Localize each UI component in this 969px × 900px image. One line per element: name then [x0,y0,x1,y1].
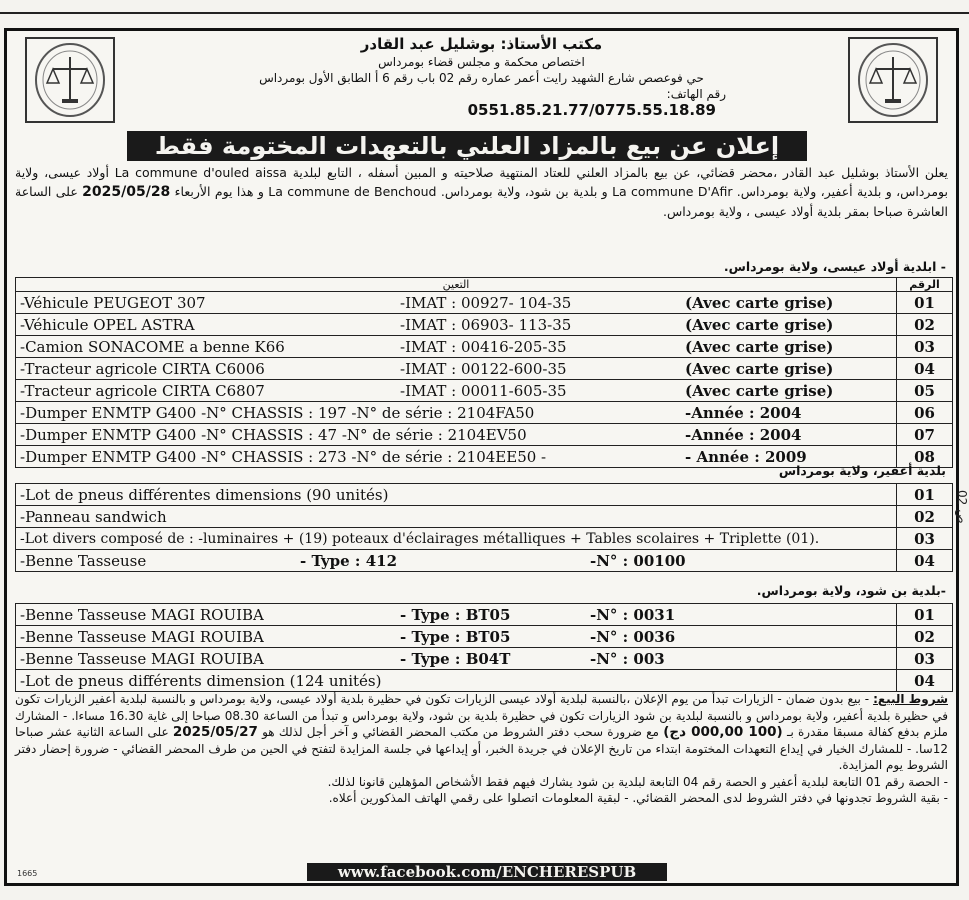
item-extra: (Avec carte grise) [685,359,834,378]
deposit-amount: (100 000,00 دج) [663,724,783,740]
item-number: 03 [897,528,953,550]
item-description: -Camion SONACOME a benne K66 [20,337,285,356]
deadline-date: 2025/05/27 [172,724,258,740]
page-top-rule [0,12,969,14]
justice-seal-left [25,37,115,123]
item-extra: (Avec carte grise) [685,381,834,400]
table-row [16,424,953,446]
table-row [16,506,953,528]
table-row [16,358,953,380]
benchoud-table [15,603,953,692]
item-description-cell [16,550,897,572]
item-number: 04 [897,358,953,380]
table-row [16,528,953,550]
item-number: 02 [897,626,953,648]
item-number: 02 [897,314,953,336]
footer-url[interactable]: www.facebook.com/ENCHERESPUB [307,863,667,881]
table-header-row [16,278,953,292]
reference-number: 1665 [17,869,38,878]
item-number: 01 [897,604,953,626]
item-description: -Dumper ENMTP G400 -N° CHASSIS : 197 -N° de série : 2104FA50 [20,403,535,422]
item-description: -Dumper ENMTP G400 -N° CHASSIS : 47 -N° de série : 2104EV50 [20,425,527,444]
item-description-cell [16,670,897,692]
item-extra: (Avec carte grise) [685,293,834,312]
phone-label: رقم الهاتف: [666,87,726,101]
item-description-cell [16,446,897,468]
item-description-cell [16,358,897,380]
item-description: -Panneau sandwich [20,507,167,526]
item-registration: -IMAT : 00011-605-35 [400,381,567,400]
item-number: 04 [897,550,953,572]
announcement-frame [4,28,959,886]
item-description-cell [16,604,897,626]
item-description-cell [16,528,897,550]
intro-text-b: على الساعة العاشرة صباحا بمقر بلدية أولاد عيسى ، ولاية بومرداس. [15,184,948,219]
conditions-p2: مع ضرورة سحب دفتر الشروط من مكتب المحضر القضائي و آخر أجل لذلك هو [262,725,659,739]
item-description-cell [16,292,897,314]
item-number: 03 [897,648,953,670]
item-extra: (Avec carte grise) [685,315,834,334]
table-row [16,670,953,692]
item-description-cell [16,648,897,670]
item-description: -Lot divers composé de : -luminaires + (19) poteaux d'éclairages métalliques + Tables scolaires + Triplette (01). [20,530,820,547]
item-number: 06 [897,402,953,424]
table-row [16,314,953,336]
item-serial: -N° : 00100 [590,551,686,570]
table-row [16,604,953,626]
phone-number: 0551.85.21.77/0775.55.18.89 [467,101,716,119]
item-extra: - Année : 2009 [685,447,807,466]
item-description-cell [16,336,897,358]
table-row [16,550,953,572]
item-number: 03 [897,336,953,358]
intro-paragraph [15,163,948,221]
item-description: -Véhicule OPEL ASTRA [20,315,195,334]
item-number: 01 [897,484,953,506]
item-description: -Benne Tasseuse MAGI ROUIBA [20,627,264,646]
item-extra: -Année : 2004 [685,403,802,422]
section-afir-title: بلدية أعفير، ولاية بومرداس [778,463,946,478]
office-name: مكتب الأستاذ: بوشليل عبد القادر [360,35,603,53]
item-description: -Tracteur agricole CIRTA C6807 [20,381,265,400]
office-jurisdiction: اختصاص محكمة و مجلس قضاء بومرداس [378,55,585,69]
item-description: -Véhicule PEUGEOT 307 [20,293,206,312]
scales-of-justice-icon [27,39,113,121]
item-serial: -N° : 003 [590,649,665,668]
table-row [16,484,953,506]
column-header-description: التعين [16,278,897,292]
item-extra: (Avec carte grise) [685,337,834,356]
item-description-cell [16,314,897,336]
intro-text-a: يعلن الأستاذ بوشليل عبد القادر ،محضر قضائي، عن بيع بالمزاد العلني للعتاد المنتهية صلاحيته و المبين أسفله ، التابع لبلدية La commune d'ouled aissa أولاد عيسى، ولاية بومرداس، و بلدية أعفير، ولاية بومرداس. La commune D'Afir و بلدية بن شود، ولاية بومرداس. La commune de Benchoud و هذا يوم الأربعاء [15,165,948,199]
item-description: -Benne Tasseuse [20,551,147,570]
auction-date: 2025/05/28 [82,184,171,200]
conditions-label: شروط البيع: [873,692,948,706]
scales-of-justice-icon [850,39,936,121]
conditions-p4: - الحصة رقم 01 التابعة لبلدية أعفير و الحصة رقم 04 التابعة لبلدية بن شود يشارك فيهم فقط الأشخاص المؤهلين قانونا لذلك. [327,774,948,789]
item-description-cell [16,506,897,528]
item-description: -Lot de pneus différents dimension (124 unités) [20,671,382,690]
item-serial: -N° : 0036 [590,627,676,646]
item-description: -Tracteur agricole CIRTA C6006 [20,359,265,378]
afir-table [15,483,953,572]
item-registration: -IMAT : 00122-600-35 [400,359,567,378]
page-side-note: ص 02 [955,490,969,524]
item-description: -Benne Tasseuse MAGI ROUIBA [20,649,264,668]
section-ouled-aissa-title: - ابلدية أولاد عيسى، ولاية بومرداس. [723,259,946,274]
office-info [127,35,836,119]
item-type: - Type : 412 [300,551,398,570]
table-row [16,292,953,314]
table-row [16,336,953,358]
item-description-cell [16,484,897,506]
item-type: - Type : BT05 [400,605,511,624]
conditions-p3: على الساعة الثانية عشر صباحا 12سا. - للمشارك الخيار في إيداع التعهدات المختومة ابتداء من تاريخ الإعلان في جريدة الخبر، أو إيداعها في جلسة المزايدة لتفتح في الحين من طرف المحضر القضائي - ضرورة إحضار دفتر الشروط يوم المزايدة. [15,725,948,772]
item-description-cell [16,380,897,402]
ouled-aissa-table [15,277,953,468]
item-description-cell [16,424,897,446]
table-row [16,380,953,402]
item-registration: -IMAT : 00416-205-35 [400,337,567,356]
item-description: -Lot de pneus différentes dimensions (90 unités) [20,485,389,504]
table-row [16,402,953,424]
table-row [16,626,953,648]
item-serial: -N° : 0031 [590,605,676,624]
item-type: - Type : BT05 [400,627,511,646]
office-address: حي فوعصص شارع الشهيد رايت أعمر عماره رقم 02 باب رقم 6 أ الطابق الأول بومرداس [259,71,704,85]
item-number: 04 [897,670,953,692]
item-registration: -IMAT : 06903- 113-35 [400,315,572,334]
conditions-p5: - بقية الشروط تجدونها في دفتر الشروط لدى المحضر القضائي. - لبقية المعلومات اتصلوا على رقمي الهاتف المذكورين أعلاه. [328,791,948,805]
item-number: 02 [897,506,953,528]
table-row [16,648,953,670]
item-description-cell [16,402,897,424]
item-number: 07 [897,424,953,446]
item-number: 08 [897,446,953,468]
item-type: - Type : B04T [400,649,511,668]
item-number: 05 [897,380,953,402]
item-number: 01 [897,292,953,314]
header [7,31,956,127]
item-extra: -Année : 2004 [685,425,802,444]
section-benchoud-title: -بلدية بن شود، ولاية بومرداس. [756,583,946,598]
column-header-number: الرقم [897,278,953,292]
justice-seal-right [848,37,938,123]
item-registration: -IMAT : 00927- 104-35 [400,293,572,312]
item-description: -Benne Tasseuse MAGI ROUIBA [20,605,264,624]
auction-banner: إعلان عن بيع بالمزاد العلني بالتعهدات المختومة فقط [127,131,807,161]
sale-conditions [15,691,948,807]
item-description: -Dumper ENMTP G400 -N° CHASSIS : 273 -N° de série : 2104EE50 - [20,447,547,466]
conditions-p1: - بيع بدون ضمان - الزيارات تبدأ من يوم الإعلان ،بالنسبة لبلدية أولاد عيسى الزيارات تكون في حظيرة بلدية أولاد عيسى، ولاية بومرداس و بالنسبة لبلدية أعفير الزيارات تكون في حظيرة بلدية أعفير، ولاية بومرداس و بالنسبة لبلدية بن شود الزيارات تكون في حظيرة بلدية بن شود، ولاية بومرداس و تبدأ من الساعة 08.30 صباحا إلى غاية 16.30 مساءا. - المشارك ملزم بدفع كفالة مسبقا مقدرة بـ [15,692,948,739]
item-description-cell [16,626,897,648]
